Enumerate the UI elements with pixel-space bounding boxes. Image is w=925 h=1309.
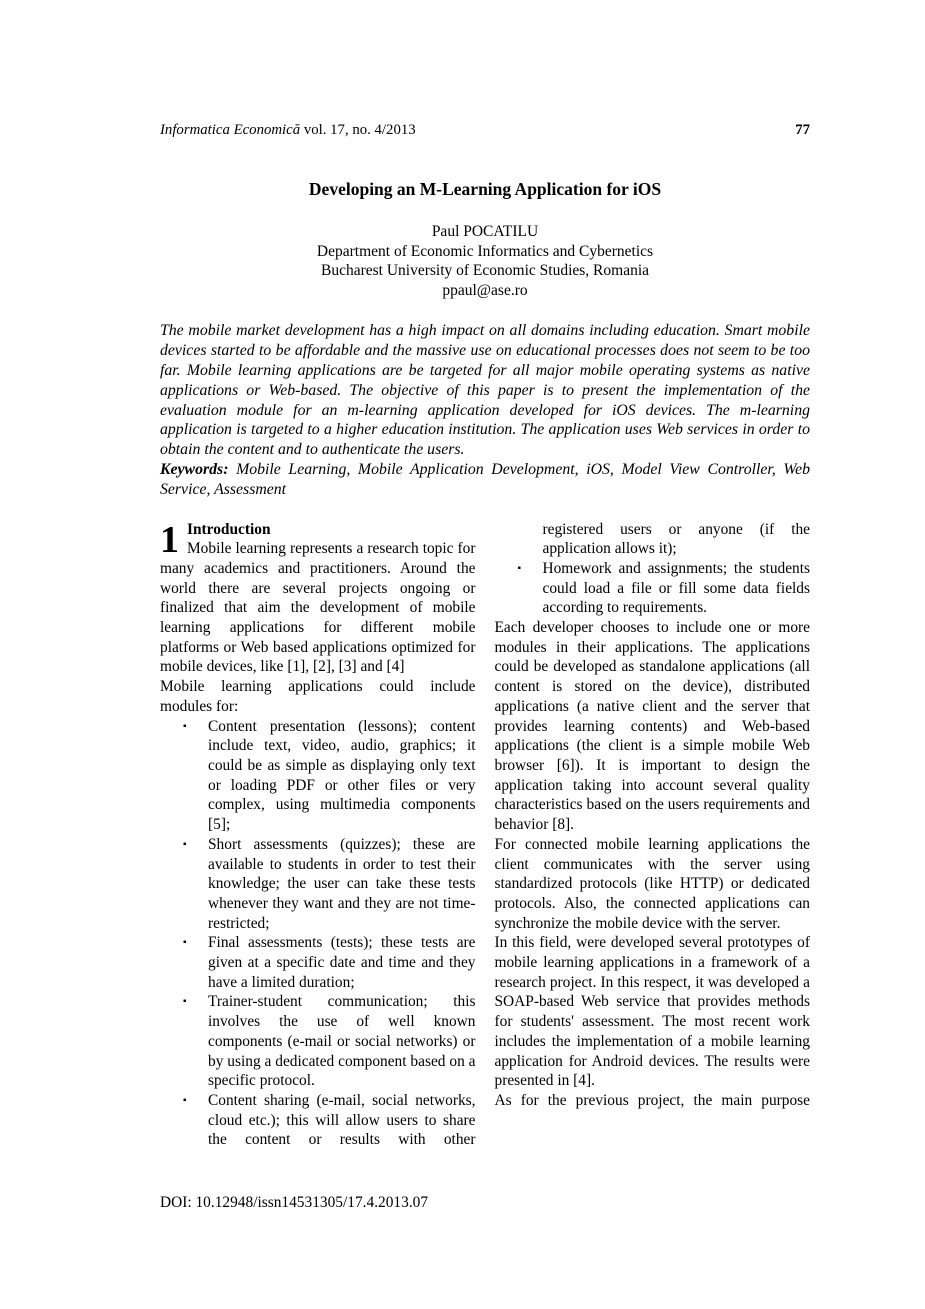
- paper-title: Developing an M-Learning Application for iOS: [308, 179, 662, 199]
- paragraph: Mobile learning applications could include modules for:: [160, 678, 476, 715]
- keywords-label: Keywords:: [160, 460, 229, 478]
- page-content: [160, 122, 810, 1150]
- list-item-text: Content presentation (lessons); content include text, video, audio, graphics; it could be as simple as displaying only text or loading PDF or other files or very complex, using multimedia components [5];: [208, 717, 476, 834]
- section-number: 1: [160, 518, 179, 561]
- list-item: [160, 1091, 476, 1150]
- list-item: [160, 933, 476, 992]
- paragraph: As for the previous project, the main purpose: [494, 1091, 810, 1109]
- bullet-continuation: registered users or anyone (if the application allows it);: [542, 520, 810, 558]
- bullet-marker: ▪: [183, 937, 187, 949]
- paragraph: For connected mobile learning applications the client communicates with the server using standardized protocols (like HTTP) or dedicated protocols. Also, the connected applications can synchronize the mobile device with the server.: [494, 835, 810, 932]
- page-header: [160, 122, 810, 139]
- paragraph-text: Mobile learning represents a research topic for many academics and practitioners. Around the world there are several projects ongoing or finalized that aim the development of mobile learning applications for different mobile platforms or Web based applications optimized for mobile devices, like [1], [2], [3] and [4]: [160, 540, 476, 676]
- list-item: [160, 992, 476, 1091]
- author-name: Paul POCATILU: [431, 223, 539, 240]
- list-item-text: Final assessments (tests); these tests are given at a specific date and time and they have a limited duration;: [208, 934, 476, 991]
- author-university: Bucharest University of Economic Studies, Romania: [320, 262, 650, 280]
- list-item: [160, 717, 476, 835]
- author-block: [160, 222, 810, 300]
- bullet-marker: ▪: [183, 838, 187, 850]
- column-right: [495, 520, 811, 1151]
- bullet-marker: ▪: [183, 1094, 187, 1106]
- abstract-text: The mobile market development has a high impact on all domains including education. Smart mobile devices started to be affordable and the massive use on educational processes does not seem to be too far. Mobile learning applications are be targeted for all major mobile operating systems as native applications or Web-based. The objective of this paper is to present the implementation of the evaluation module for an m-learning application developed for iOS devices. The m-learning application is targeted to a higher education institution. The application uses Web services in order to obtain the content and to authenticate the users.: [160, 322, 810, 459]
- list-item-text: Short assessments (quizzes); these are available to students in order to test their knowledge; the user can take these tests whenever they want and they are not time-restricted;: [208, 835, 476, 932]
- list-item-text: Homework and assignments; the students could load a file or fill some data fields according to requirements.: [542, 559, 810, 617]
- list-item-text: Trainer-student communication; this involves the use of well known components (e-mail or social networks) or by using a dedicated component based on a specific protocol.: [208, 993, 476, 1090]
- journal-name: Informatica Economică: [160, 122, 301, 138]
- page-number: 77: [795, 122, 810, 138]
- bullet-marker: ▪: [183, 720, 187, 732]
- author-email: ppaul@ase.ro: [442, 281, 528, 299]
- section-title: Introduction: [187, 520, 271, 538]
- journal-reference: [160, 122, 416, 139]
- bullet-marker: ▪: [517, 562, 522, 574]
- bullet-marker: ▪: [183, 996, 187, 1008]
- body-columns: [160, 520, 810, 1151]
- list-item: [160, 835, 476, 934]
- column-left: [160, 520, 476, 1151]
- author-department: Department of Economic Informatics and Cybernetics: [316, 242, 654, 260]
- paragraph: Each developer chooses to include one or more modules in their applications. The applications could be developed as standalone applications (all content is stored on the device), distributed applications (a native client and the server that provides learning contents) and Web-based applications (the client is a simple mobile Web browser [6]). It is important to design the application taking into account several quality characteristics based on the users requirements and behavior [8].: [494, 619, 810, 834]
- paragraph: In this field, were developed several prototypes of mobile learning applications in a framework of a research project. In this respect, it was developed a SOAP-based Web service that provides methods for students' assessment. The most recent work includes the implementation of a mobile learning application for Android devices. The results were presented in [4].: [494, 934, 810, 1090]
- journal-issue: vol. 17, no. 4/2013: [300, 122, 416, 138]
- list-item-text: Content sharing (e-mail, social networks, cloud etc.); this will allow users to share the content or results with other: [208, 1091, 476, 1149]
- introduction-paragraph: [160, 520, 476, 678]
- doi-text: DOI: 10.12948/issn14531305/17.4.2013.07: [160, 1194, 429, 1211]
- keywords-text: Mobile Learning, Mobile Application Development, iOS, Model View Controller, Web Service, Assessment: [160, 460, 810, 498]
- list-item: [495, 559, 811, 618]
- keywords-line: [160, 460, 810, 500]
